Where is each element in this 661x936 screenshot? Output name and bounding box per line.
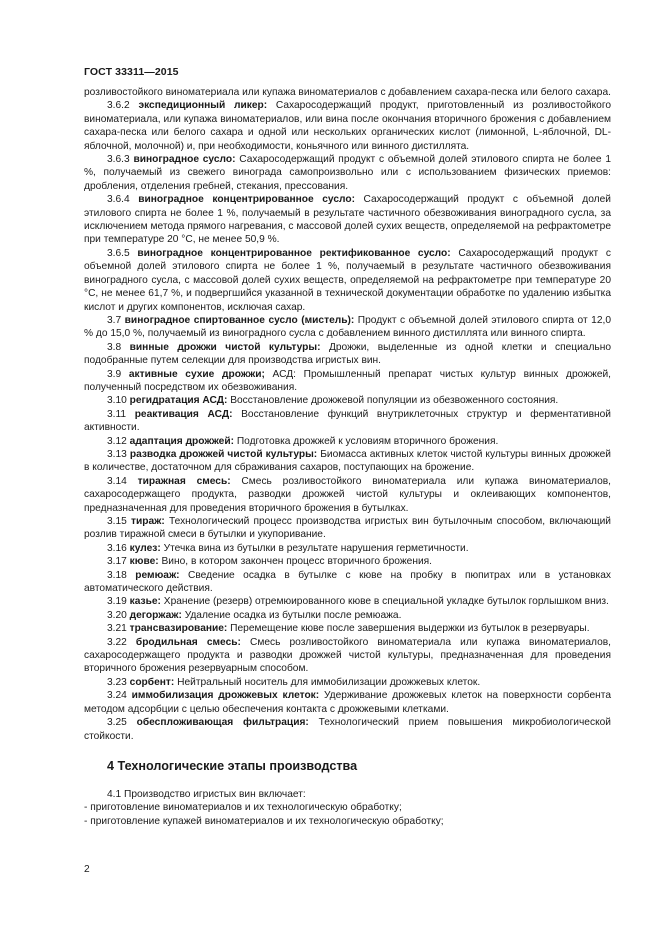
definition-text: Перемещение кюве после завершения выдержки из бутылок в резервуары.: [227, 623, 590, 635]
definition-text: Удерживание дрожжевых клеток на поверхности сорбента методом адсорбции с целью обеспечения контакта с дрожжевыми клетками.: [84, 690, 611, 715]
definition-text: АСД: Промышленный препарат чистых культур винных дрожжей, полученный посредством их обезвоживания.: [84, 368, 611, 393]
definition-term: дегоржаж:: [129, 609, 182, 621]
list-item: - приготовление виноматериалов и их технологическую обработку;: [84, 802, 402, 814]
definition-text: Технологический процесс производства игристых вин бутылочным способом, включающий розлив тиражной смеси в бутылки и укупоривание.: [84, 516, 611, 541]
definition-term: тиражная смесь:: [137, 475, 231, 487]
definition-text: Нейтральный носитель для иммобилизации дрожжевых клеток.: [174, 676, 481, 688]
definition-number: 3.13: [107, 448, 127, 460]
definition-paragraph: [84, 341, 611, 368]
definition-term: трансвазирование:: [129, 623, 228, 635]
definition-paragraph: [84, 622, 611, 635]
definition-number: 3.11: [107, 408, 127, 420]
definition-paragraph: [84, 475, 611, 515]
definition-number: 3.20: [107, 609, 127, 621]
document-header: ГОСТ 33311—2015: [84, 66, 179, 78]
definition-paragraph: [84, 435, 611, 448]
definition-term: обеспложивающая фильтрация:: [136, 717, 309, 729]
definition-text: Хранение (резерв) отремюированного кюве в специальной укладке бутылок горлышком вниз.: [160, 596, 609, 608]
definition-number: 3.23: [107, 676, 127, 688]
definition-number: 3.9: [107, 368, 122, 380]
definition-paragraph: [84, 394, 611, 407]
definition-paragraph: [84, 368, 611, 395]
definition-text: Сахаросодержащий продукт, приготовленный из розливостойкого виноматериала, или купажа виноматериалов, или вина после окончания вторичного брожения с добавлением сахара-песка или белого сахара и одной или нескольких органических кислот (лимонной, L-яблочной, DL-яблочной, молочной) и, при необходимости, коньячного или винного дистиллята.: [84, 100, 611, 152]
definition-number: 3.6.4: [107, 194, 130, 206]
definition-paragraph: [84, 448, 611, 475]
definition-number: 3.24: [107, 690, 127, 702]
page-number: 2: [84, 864, 90, 875]
definition-term: виноградное концентрированное сусло:: [138, 194, 355, 206]
definition-paragraph: [84, 716, 611, 743]
definition-number: 3.8: [107, 341, 122, 353]
definition-text: Сахаросодержащий продукт с объемной долей этилового спирта не более 1 %, получаемый в результате частичного обезвоживания виноградного сусла, за исключением метода прямого нагревания, с массовой долей сухих веществ, определяемой на рефрактометре при температуре 20 °С, не менее 50,9 %.: [84, 194, 611, 246]
definition-text: Удаление осадка из бутылки после ремюажа.: [181, 609, 402, 621]
definition-number: 3.14: [107, 475, 127, 487]
definition-paragraph: [84, 247, 611, 314]
definition-number: 3.6.5: [107, 247, 130, 259]
definition-term: виноградное спиртованное сусло (мистель):: [124, 314, 355, 326]
definition-paragraph: [84, 555, 611, 568]
section-heading: 4 Технологические этапы производства: [107, 758, 358, 773]
definition-text: Смесь розливостойкого виноматериала или купажа виноматериалов, сахаросодержащего продукта и разводки дрожжей чистой культуры, предназначенная для проведения вторичного брожения резервуарным способом.: [84, 636, 611, 675]
definition-paragraph: [84, 569, 611, 596]
definition-number: 3.10: [107, 395, 127, 407]
definition-term: винные дрожжи чистой культуры:: [129, 341, 321, 353]
definition-text: Утечка вина из бутылки в результате нарушения герметичности.: [160, 542, 469, 554]
definition-term: регидратация АСД:: [129, 395, 228, 407]
definition-text: Смесь розливостойкого виноматериала или купажа виноматериалов, сахаросодержащего продукта, разводки дрожжей чистой культуры и оклеивающих компонентов, предназначенная для проведения вторичного брожения в бутылках.: [84, 475, 611, 514]
definition-number: 3.6.3: [107, 154, 130, 166]
definition-number: 3.6.2: [107, 100, 130, 112]
definition-text: Восстановление функций внутриклеточных структур и ферментативной активности.: [84, 408, 611, 434]
definition-term: адаптация дрожжей:: [129, 435, 234, 447]
requirements-list: [84, 801, 611, 828]
definition-term: сорбент:: [129, 676, 175, 688]
definition-term: тираж:: [131, 516, 165, 527]
definition-number: 3.25: [107, 717, 127, 729]
definition-term: активные сухие дрожжи;: [128, 368, 265, 380]
continuation-paragraph: розливостойкого виноматериала или купажа виноматериалов с добавлением сахара-песка или белого сахара.: [84, 87, 611, 98]
definition-text: Дрожжи, выделенные из одной клетки и специально подобранные путем селекции для производства игристых вин.: [84, 341, 611, 367]
definition-paragraph: [84, 193, 611, 247]
definition-text: Сахаросодержащий продукт с объемной долей этилового спирта не более 1 %, получаемый из свежего винограда самопроизвольно или с использованием физических приемов: дробления, отделения гребней, стекания, прессования.: [84, 154, 611, 192]
definition-paragraph: [84, 595, 611, 608]
definition-term: реактивация АСД:: [134, 408, 233, 420]
definition-term: бродильная смесь:: [135, 636, 241, 648]
definition-number: 3.17: [107, 556, 127, 568]
definition-text: Подготовка дрожжей к условиям вторичного брожения.: [234, 435, 499, 447]
definition-term: виноградное сусло:: [133, 154, 236, 166]
definition-number: 3.22: [107, 636, 127, 648]
definition-term: ремюаж:: [135, 569, 180, 581]
definition-text: Вино, в котором закончен процесс вторичного брожения.: [158, 556, 433, 568]
definition-number: 3.7: [107, 314, 122, 326]
definition-number: 3.19: [107, 596, 127, 608]
definition-paragraph: [84, 542, 611, 555]
definition-text: Сведение осадка в бутылке с кюве на пробку в пюпитрах или в установках автоматического действия.: [84, 569, 611, 595]
definition-paragraph: [84, 314, 611, 341]
document-body: [84, 86, 611, 828]
definition-term: казье:: [129, 596, 161, 608]
section-intro: 4.1 Производство игристых вин включает:: [107, 788, 306, 800]
definition-term: разводка дрожжей чистой культуры:: [129, 448, 318, 460]
definition-term: кюве:: [129, 556, 159, 568]
definition-paragraph: [84, 689, 611, 716]
definition-number: 3.18: [107, 569, 127, 581]
definition-paragraph: [84, 609, 611, 622]
definition-paragraph: [84, 153, 611, 193]
definition-term: иммобилизация дрожжевых клеток:: [131, 690, 320, 702]
definition-number: 3.15: [107, 516, 127, 527]
definition-term: экспедиционный ликер:: [138, 100, 268, 112]
definitions-list: [84, 99, 611, 743]
definition-paragraph: [84, 99, 611, 153]
definition-text: Продукт с объемной долей этилового спирта от 12,0 % до 15,0 %, получаемый из виноградного сусла с добавлением винного дистиллята или винного спирта.: [84, 314, 611, 340]
definition-number: 3.12: [107, 435, 127, 447]
definition-term: кулез:: [129, 542, 161, 554]
definition-paragraph: [84, 515, 611, 542]
definition-number: 3.21: [107, 623, 127, 635]
definition-paragraph: [84, 408, 611, 435]
definition-text: Биомасса активных клеток чистой культуры винных дрожжей в количестве, достаточном для сбраживания сахаров, поступающих на брожение.: [84, 448, 611, 474]
definition-text: Технологический прием повышения микробиологической стойкости.: [84, 717, 611, 742]
definition-text: Восстановление дрожжевой популяции из обезвоженного состояния.: [227, 395, 559, 407]
definition-number: 3.16: [107, 542, 127, 554]
list-item: - приготовление купажей виноматериалов и их технологическую обработку;: [84, 815, 444, 827]
definition-term: виноградное концентрированное ректификованное сусло:: [137, 247, 451, 259]
definition-paragraph: [84, 636, 611, 676]
definition-text: Сахаросодержащий продукт с объемной долей этилового спирта не более 1 %, получаемый в результате частичного обезвоживания виноградного сусла, с массовой долей сухих веществ, определяемой на рефрактометре при температуре 20 °С, не менее 61,7 %, и подвергшийся указанной в технической документации обработке по удалению избытка кислот и других компонентов, исключая сахар.: [84, 247, 611, 313]
definition-paragraph: [84, 676, 611, 689]
